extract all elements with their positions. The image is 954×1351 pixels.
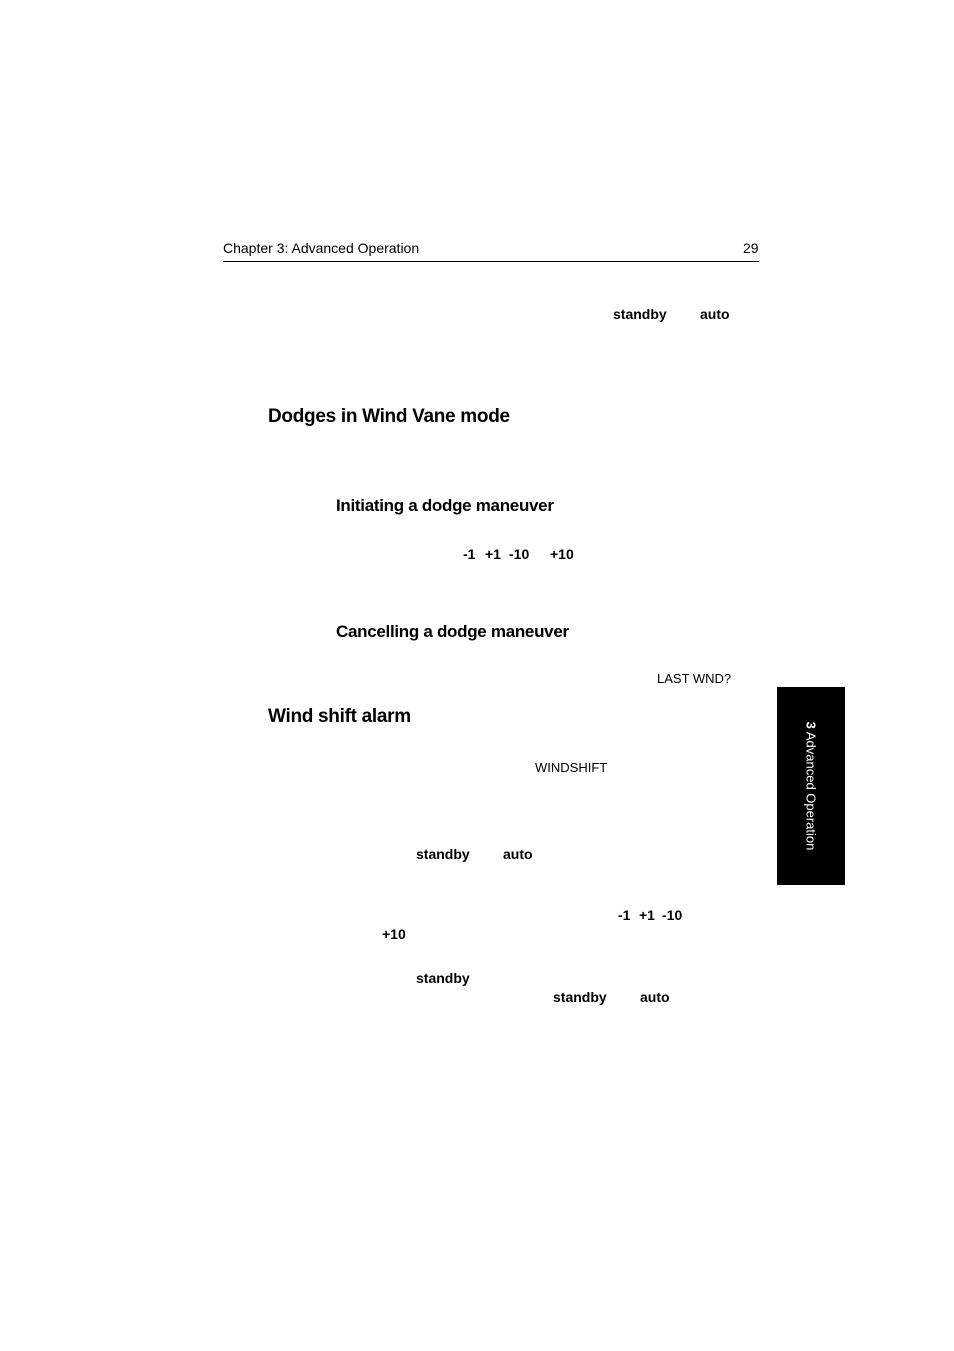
key-auto: auto	[640, 989, 670, 1005]
chapter-tab-label	[804, 722, 819, 851]
key-minus10: -10	[662, 907, 683, 923]
key-plus10: +10	[382, 926, 406, 942]
page-number: 29	[743, 240, 759, 256]
section-heading-dodges: Dodges in Wind Vane mode	[268, 406, 510, 427]
key-auto: auto	[700, 306, 730, 322]
display-windshift: WINDSHIFT	[535, 760, 608, 775]
chapter-tab-title: Advanced Operation	[803, 731, 819, 851]
display-last-wnd: LAST WND?	[657, 671, 732, 686]
section-heading-wind-shift-alarm: Wind shift alarm	[268, 706, 411, 727]
header-rule	[223, 261, 759, 262]
key-standby: standby	[416, 970, 470, 986]
key-standby: standby	[553, 989, 607, 1005]
key-plus1: +1	[639, 907, 655, 923]
chapter-header: Chapter 3: Advanced Operation	[223, 240, 420, 256]
key-minus10: -10	[509, 546, 530, 562]
chapter-side-tab	[777, 687, 845, 885]
key-plus10: +10	[550, 546, 574, 562]
chapter-tab-number: 3	[803, 721, 819, 729]
key-minus1: -1	[618, 907, 631, 923]
key-standby: standby	[416, 846, 470, 862]
key-minus1: -1	[463, 546, 476, 562]
key-auto: auto	[503, 846, 533, 862]
key-plus1: +1	[485, 546, 501, 562]
subheading-initiating-dodge: Initiating a dodge maneuver	[336, 496, 554, 515]
key-standby: standby	[613, 306, 667, 322]
subheading-cancelling-dodge: Cancelling a dodge maneuver	[336, 622, 569, 641]
